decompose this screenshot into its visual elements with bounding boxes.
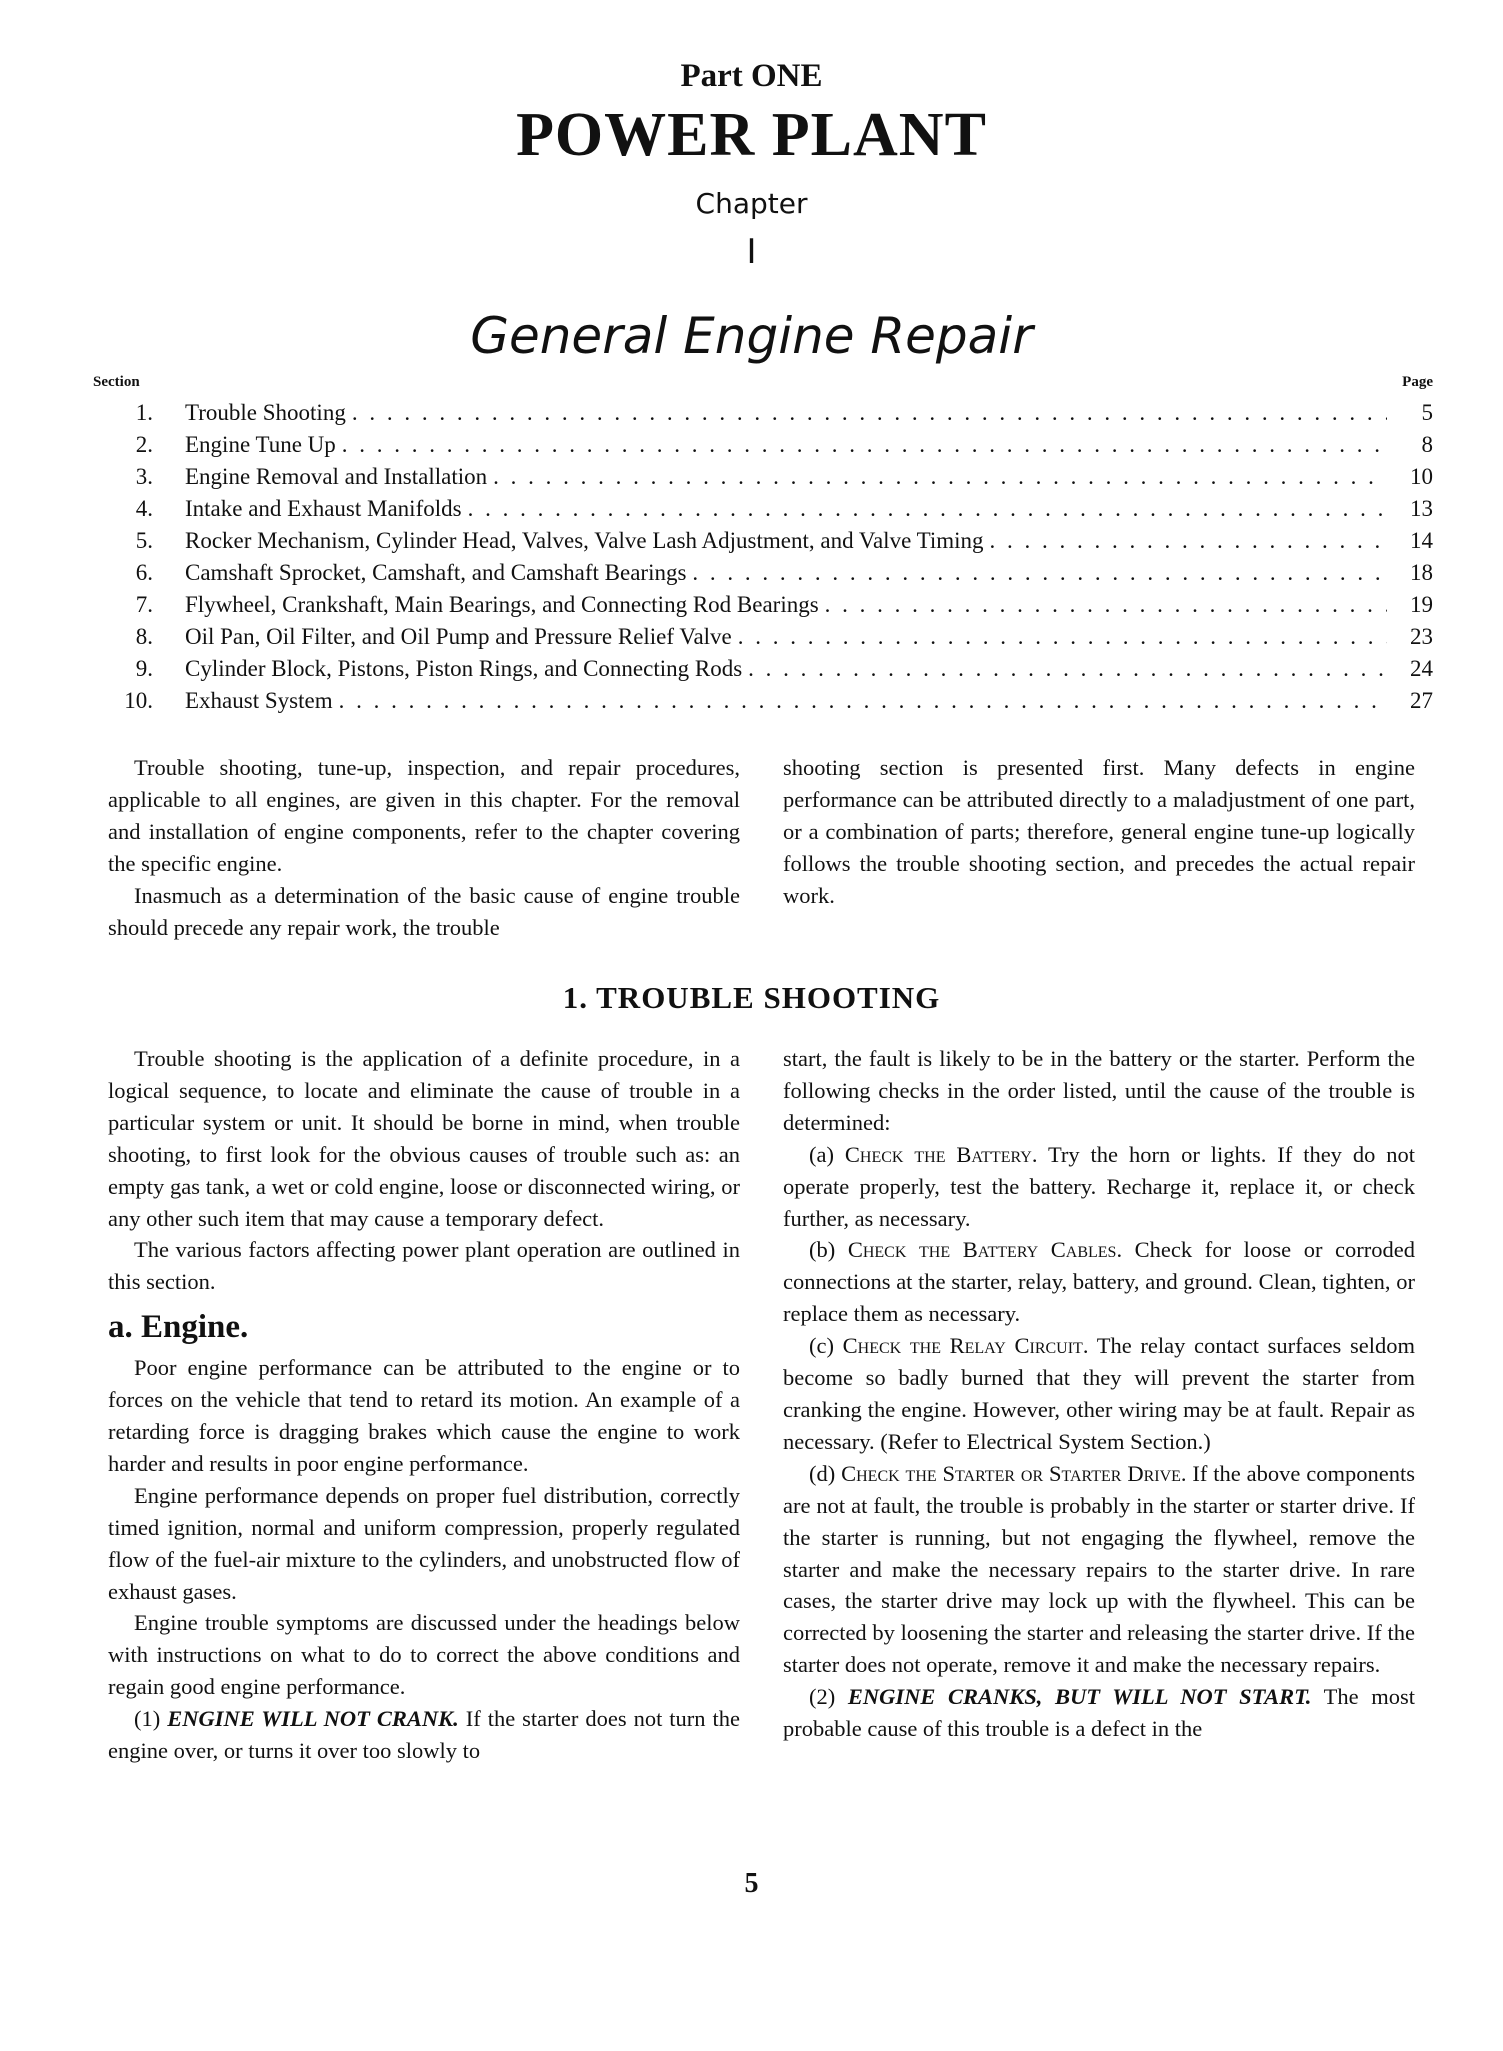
item-heading: Check the Relay Circuit. (842, 1333, 1089, 1359)
item-text: The most probable cause of this trouble is a defect in the (783, 1684, 1415, 1742)
intro-right-column (783, 752, 1415, 912)
chapter-label: Chapter (695, 187, 808, 220)
toc-row (93, 464, 1433, 496)
item-label: (d) (809, 1460, 842, 1486)
body-paragraph (783, 1234, 1415, 1330)
item-heading: ENGINE WILL NOT CRANK. (167, 1706, 459, 1732)
toc-num: 6. (135, 560, 153, 585)
toc-num: 4. (135, 496, 153, 521)
item-heading: Check the Battery. (844, 1141, 1038, 1167)
toc-leader (342, 432, 1387, 458)
section-left-column (108, 1043, 740, 1767)
body-paragraph: Trouble shooting is the application of a definite procedure, in a logical sequence, to locate and eliminate the cause of trouble in a particular system or unit. It should be borne in mind, when trouble shooting, to first look for the obvious causes of trouble such as: an empty gas tank, a wet or cold engine, loose or disconnected wiring, or any other such item that may cause a temporary defect. (108, 1046, 740, 1231)
toc-row (93, 624, 1433, 656)
chapter-number: I (746, 232, 757, 272)
toc-num: 9. (135, 656, 153, 681)
toc-leader (990, 528, 1387, 554)
body-paragraph (783, 1330, 1415, 1458)
part-label: Part ONE (680, 58, 823, 94)
item-label: (c) (809, 1333, 843, 1359)
toc-page: 18 (1410, 560, 1433, 585)
page-number: 5 (744, 1868, 759, 1899)
body-paragraph (783, 1458, 1415, 1681)
body-paragraph (783, 1681, 1415, 1745)
toc-row (93, 496, 1433, 528)
toc-section-label: Section (93, 374, 140, 390)
toc-title: Trouble Shooting (185, 400, 346, 425)
item-text: Try the horn or lights. If they do not operate properly, test the battery. Recharge it, replace it, or check further, as necessary. (783, 1141, 1415, 1231)
item-label: (2) (809, 1684, 848, 1710)
toc-page: 24 (1410, 656, 1433, 681)
toc-row (93, 592, 1433, 624)
toc-title: Camshaft Sprocket, Camshaft, and Camshaft Bearings (185, 560, 687, 585)
toc-page: 27 (1410, 688, 1433, 713)
toc-title: Engine Tune Up (185, 432, 336, 457)
toc-leader (352, 400, 1387, 426)
body-paragraph (783, 1139, 1415, 1235)
toc-title: Exhaust System (185, 688, 333, 713)
subsection-heading: a. Engine. (108, 1309, 249, 1346)
toc-num: 7. (135, 592, 153, 617)
toc-num: 3. (135, 464, 153, 489)
section-right-column (783, 1043, 1415, 1745)
toc-leader (339, 688, 1387, 714)
toc-leader (493, 464, 1387, 490)
item-heading: Check the Battery Cables. (847, 1237, 1123, 1263)
chapter-title: General Engine Repair (470, 307, 1033, 365)
toc-page-label: Page (1402, 374, 1433, 390)
item-heading: ENGINE CRANKS, BUT WILL NOT START. (847, 1684, 1312, 1710)
item-text: If the above components are not at fault, the trouble is probably in the starter or starter drive. If the starter is running, but not engaging the flywheel, remove the starter and make the necessary repairs to the starter drive. In rare cases, the starter drive may lock up with the flywheel. This can be corrected by loosening the starter and releasing the starter drive. If the starter does not operate, remove it and make the necessary repairs. (783, 1460, 1415, 1678)
toc-leader (738, 624, 1387, 650)
toc-num: 5. (135, 528, 153, 553)
body-paragraph: Engine performance depends on proper fuel distribution, correctly timed ignition, normal and uniform compression, properly regulated flow of the fuel-air mixture to the cylinders, and unobstructed flow of exhaust gases. (108, 1482, 740, 1604)
toc-page: 13 (1410, 496, 1433, 521)
intro-paragraph: shooting section is presented first. Many defects in engine performance can be attributed directly to a maladjustment of one part, or a combination of parts; therefore, general engine tune-up logically follows the trouble shooting section, and precedes the actual repair work. (783, 755, 1415, 908)
section-title: 1. TROUBLE SHOOTING (562, 980, 941, 1015)
toc-title: Engine Removal and Installation (185, 464, 488, 489)
toc-page: 14 (1410, 528, 1433, 553)
toc-title: Cylinder Block, Pistons, Piston Rings, and Connecting Rods (185, 656, 743, 681)
toc-title: Rocker Mechanism, Cylinder Head, Valves, Valve Lash Adjustment, and Valve Timing (185, 528, 984, 553)
body-paragraph: Engine trouble symptoms are discussed under the headings below with instructions on what to do to correct the above conditions and regain good engine performance. (108, 1610, 740, 1700)
toc-row (93, 400, 1433, 432)
body-paragraph: Poor engine performance can be attributed to the engine or to forces on the vehicle that tend to retard its motion. An example of a retarding force is dragging brakes which cause the engine to work harder and results in poor engine performance. (108, 1355, 740, 1476)
toc-page: 5 (1421, 400, 1433, 425)
item-label: (b) (809, 1237, 848, 1263)
toc-header (93, 374, 1433, 391)
toc-leader (692, 560, 1387, 586)
toc-row (93, 688, 1433, 720)
item-text: Check for loose or corroded connections at the starter, relay, battery, and ground. Clean, tighten, or replace them as necessary. (783, 1237, 1415, 1327)
toc-num: 2. (135, 432, 153, 457)
item-text: If the starter does not turn the engine over, or turns it over too slowly to (108, 1706, 740, 1764)
intro-paragraph: Inasmuch as a determination of the basic cause of engine trouble should precede any repair work, the trouble (108, 882, 740, 940)
toc-row (93, 528, 1433, 560)
body-paragraph: The various factors affecting power plant operation are outlined in this section. (108, 1237, 740, 1295)
part-title: POWER PLANT (516, 101, 987, 169)
toc-page: 10 (1410, 464, 1433, 489)
toc-leader (468, 496, 1387, 522)
toc-title: Oil Pan, Oil Filter, and Oil Pump and Pressure Relief Valve (185, 624, 732, 649)
toc-leader (748, 656, 1387, 682)
toc-row (93, 560, 1433, 592)
toc-leader (825, 592, 1387, 618)
toc-page: 19 (1410, 592, 1433, 617)
toc-num: 1. (135, 400, 153, 425)
body-paragraph: start, the fault is likely to be in the battery or the starter. Perform the following checks in the order listed, until the cause of the trouble is determined: (783, 1046, 1415, 1135)
intro-left-column (108, 752, 740, 943)
item-label: (1) (134, 1706, 168, 1732)
item-heading: Check the Starter or Starter Drive. (841, 1460, 1187, 1486)
toc-num: 10. (124, 688, 153, 713)
toc-row (93, 656, 1433, 688)
item-text: The relay contact surfaces seldom become so badly burned that they will prevent the starter from cranking the engine. However, other wiring may be at fault. Repair as necessary. (Refer to Electrical System Section.) (783, 1333, 1415, 1454)
toc-page: 23 (1410, 624, 1433, 649)
intro-paragraph: Trouble shooting, tune-up, inspection, and repair procedures, applicable to all engines, are given in this chapter. For the removal and installation of engine components, refer to the chapter covering the specific engine. (108, 755, 740, 876)
toc-num: 8. (135, 624, 153, 649)
item-label: (a) (809, 1141, 845, 1167)
toc-title: Flywheel, Crankshaft, Main Bearings, and Connecting Rod Bearings (185, 592, 819, 617)
toc-title: Intake and Exhaust Manifolds (185, 496, 462, 521)
body-paragraph (108, 1703, 740, 1767)
toc-row (93, 432, 1433, 464)
table-of-contents (93, 400, 1433, 720)
toc-page: 8 (1421, 432, 1433, 457)
